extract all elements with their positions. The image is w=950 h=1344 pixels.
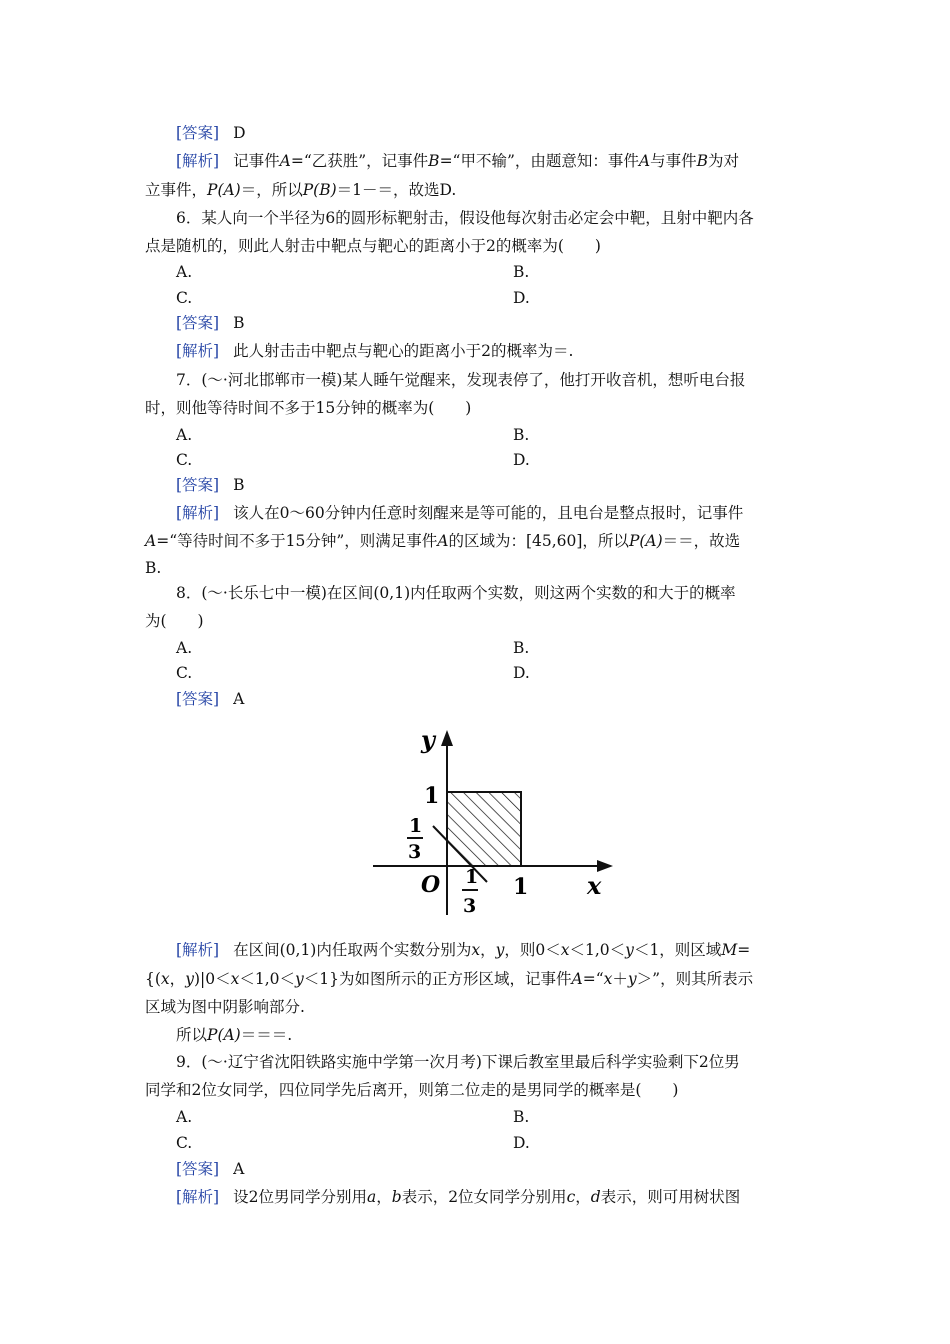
- origin-label: O: [421, 872, 441, 898]
- answer-line-9: [176, 1159, 841, 1179]
- math-var: y: [625, 941, 634, 959]
- option-c: C.: [176, 289, 193, 307]
- answer-line-5: [176, 123, 841, 143]
- math-var: M: [721, 941, 738, 959]
- analysis-label: [解析]: [176, 1188, 220, 1206]
- math-var: y: [185, 970, 194, 988]
- analysis-text: )|0＜: [193, 970, 231, 988]
- math-var: y: [295, 970, 304, 988]
- option-d: D.: [513, 1134, 530, 1152]
- math-var: x: [160, 970, 170, 988]
- option-b: B.: [513, 1108, 530, 1126]
- analysis-label: [解析]: [176, 941, 220, 959]
- math-var: A: [279, 152, 291, 170]
- question-9-options-cd: [176, 1133, 841, 1153]
- option-c: C.: [176, 664, 193, 682]
- analysis-text: ，则0＜: [504, 941, 561, 959]
- answer-line-7: [176, 475, 841, 495]
- option-c: C.: [176, 1134, 193, 1152]
- math-var: a: [366, 1188, 377, 1206]
- y-axis-label: y: [421, 725, 435, 754]
- x-tick-third-denominator: 3: [463, 895, 477, 917]
- answer-value: D: [233, 124, 246, 142]
- analysis-text: =: [737, 941, 751, 959]
- question-8-options-ab: [176, 638, 841, 658]
- analysis-text: 为对: [708, 152, 740, 170]
- analysis-text: 记事件: [233, 152, 280, 170]
- option-d: D.: [513, 451, 530, 469]
- question-8-line-2: 为( ): [145, 612, 204, 630]
- analysis-text: ＝，所以: [240, 181, 303, 199]
- option-a: A.: [176, 639, 193, 657]
- option-a: A.: [176, 1108, 193, 1126]
- analysis-text: ＝＝＝.: [240, 1026, 293, 1044]
- y-tick-one: 1: [424, 783, 440, 809]
- analysis-label: [解析]: [176, 504, 220, 522]
- option-b: B.: [513, 426, 530, 444]
- analysis-text: ＝1－＝，故选D.: [336, 181, 457, 199]
- x-tick-one: 1: [513, 874, 529, 900]
- math-var: d: [590, 1188, 601, 1206]
- question-7-line-1: 7．(～·河北邯郸市一模)某人睡午觉醒来，发现表停了，他打开收音机，想听电台报: [176, 371, 746, 389]
- math-var: x: [471, 941, 481, 959]
- y-tick-third-denominator: 3: [408, 841, 422, 863]
- analysis-text: ＋: [612, 970, 628, 988]
- y-tick-third-numerator: 1: [409, 815, 423, 837]
- analysis-text: 在区间(0,1)内任取两个实数分别为: [233, 941, 472, 959]
- question-9-options-ab: [176, 1107, 841, 1127]
- question-6-options-cd: [176, 288, 841, 308]
- analysis-text: ＜1，则区域: [633, 941, 722, 959]
- math-var: B: [696, 152, 709, 170]
- analysis-text: =“: [582, 970, 604, 988]
- math-var: A: [638, 152, 651, 170]
- question-6-line-2: 点是随机的，则此人射击中靶点与靶心的距离小于2的概率为( ): [145, 237, 601, 255]
- math-var: A: [571, 970, 583, 988]
- analysis-line-7c: B.: [145, 559, 162, 577]
- answer-label: [答案]: [176, 124, 220, 142]
- question-7-options-cd: [176, 450, 841, 470]
- answer-label: [答案]: [176, 314, 220, 332]
- analysis-text: {(: [145, 970, 161, 988]
- question-9-line-1: 9．(～·辽宁省沈阳铁路实施中学第一次月考)下课后教室里最后科学实验剩下2位男: [176, 1053, 740, 1071]
- math-expr: P(A): [207, 1026, 241, 1044]
- analysis-text: =“甲不输”，由题意知：事件: [439, 152, 639, 170]
- option-a: A.: [176, 426, 193, 444]
- question-8-options-cd: [176, 663, 841, 683]
- analysis-text: ＞”，则其所表示: [636, 970, 754, 988]
- math-var: c: [566, 1188, 576, 1206]
- option-c: C.: [176, 451, 193, 469]
- analysis-text: 该人在0～60分钟内任意时刻醒来是等可能的，且电台是整点报时，记事件: [233, 504, 744, 522]
- region-figure: [365, 720, 625, 932]
- answer-line-6: [176, 313, 841, 333]
- y-axis-arrow-icon: [441, 730, 453, 746]
- analysis-text: 设2位男同学分别用: [233, 1188, 367, 1206]
- option-b: B.: [513, 639, 530, 657]
- math-var: A: [437, 532, 449, 550]
- math-var: x: [230, 970, 240, 988]
- analysis-line-8b: [145, 969, 810, 989]
- answer-value: B: [233, 476, 245, 494]
- math-expr: P(A): [628, 532, 663, 550]
- option-d: D.: [513, 664, 530, 682]
- math-var: A: [145, 532, 157, 550]
- option-d: D.: [513, 289, 530, 307]
- option-b: B.: [513, 263, 530, 281]
- analysis-text: =“等待时间不多于15分钟”，则满足事件: [156, 532, 438, 550]
- analysis-line-7a: [176, 503, 841, 523]
- x-tick-third-numerator: 1: [465, 866, 479, 888]
- analysis-text: 与事件: [650, 152, 697, 170]
- analysis-text: 此人射击击中靶点与靶心的距离小于2的概率为＝.: [233, 342, 574, 360]
- question-8-line-1: 8．(～·长乐七中一模)在区间(0,1)内任取两个实数，则这两个实数的和大于的概率: [176, 584, 736, 602]
- analysis-text: 立事件，: [145, 181, 208, 199]
- answer-value: B: [233, 314, 245, 332]
- analysis-text: ＝＝，故选: [662, 532, 741, 550]
- x-axis-label: x: [587, 871, 602, 900]
- question-6-line-1: 6．某人向一个半径为6的圆形标靶射击，假设他每次射击必定会中靶，且射中靶内各: [176, 209, 754, 227]
- math-var: x: [560, 941, 570, 959]
- analysis-line-8c: 区域为图中阴影响部分.: [145, 998, 305, 1016]
- analysis-text: ＜1}为如图所示的正方形区域，记事件: [303, 970, 572, 988]
- analysis-text: ，: [376, 1188, 392, 1206]
- analysis-line-6: [176, 341, 841, 361]
- answer-value: A: [233, 1160, 245, 1178]
- answer-line-8: [176, 689, 841, 709]
- answer-value: A: [233, 690, 245, 708]
- math-var: y: [495, 941, 505, 959]
- math-expr: P(A): [207, 181, 241, 199]
- analysis-label: [解析]: [176, 342, 220, 360]
- analysis-text: 所以: [176, 1026, 208, 1044]
- math-var: x: [603, 970, 613, 988]
- analysis-text: ＜1,0＜: [569, 941, 626, 959]
- analysis-line-8a: [解析] 在区间(0,1)内任取两个实数分别为x，y，则0＜x＜1,0＜y＜1，则区域M=: [176, 941, 751, 959]
- analysis-line-5a: [176, 151, 841, 171]
- question-7-options-ab: [176, 425, 841, 445]
- analysis-line-7b: [145, 531, 810, 551]
- question-9-line-2: 同学和2位女同学，四位同学先后离开，则第二位走的是男同学的概率是( ): [145, 1081, 679, 1099]
- answer-label: [答案]: [176, 1160, 220, 1178]
- analysis-text: 表示，则可用树状图: [600, 1188, 741, 1206]
- analysis-line-9: [176, 1187, 841, 1207]
- analysis-text: ，: [169, 970, 186, 988]
- analysis-text: ＜1,0＜: [239, 970, 295, 988]
- analysis-line-5b: [145, 180, 810, 200]
- shaded-region: [447, 792, 521, 866]
- answer-label: [答案]: [176, 476, 220, 494]
- math-var: B: [428, 152, 440, 170]
- answer-label: [答案]: [176, 690, 220, 708]
- analysis-text: =“乙获胜”，记事件: [290, 152, 429, 170]
- math-var: y: [627, 970, 637, 988]
- analysis-line-8d: [176, 1025, 841, 1045]
- question-6-options-ab: [176, 262, 841, 282]
- analysis-text: 表示，2位女同学分别用: [401, 1188, 567, 1206]
- analysis-text: 的区域为：[45,60]，所以: [448, 532, 629, 550]
- analysis-text: ，: [575, 1188, 591, 1206]
- option-a: A.: [176, 263, 193, 281]
- math-expr: P(B): [302, 181, 337, 199]
- analysis-label: [解析]: [176, 152, 220, 170]
- math-var: b: [391, 1188, 402, 1206]
- question-7-line-2: 时，则他等待时间不多于15分钟的概率为( ): [145, 399, 472, 417]
